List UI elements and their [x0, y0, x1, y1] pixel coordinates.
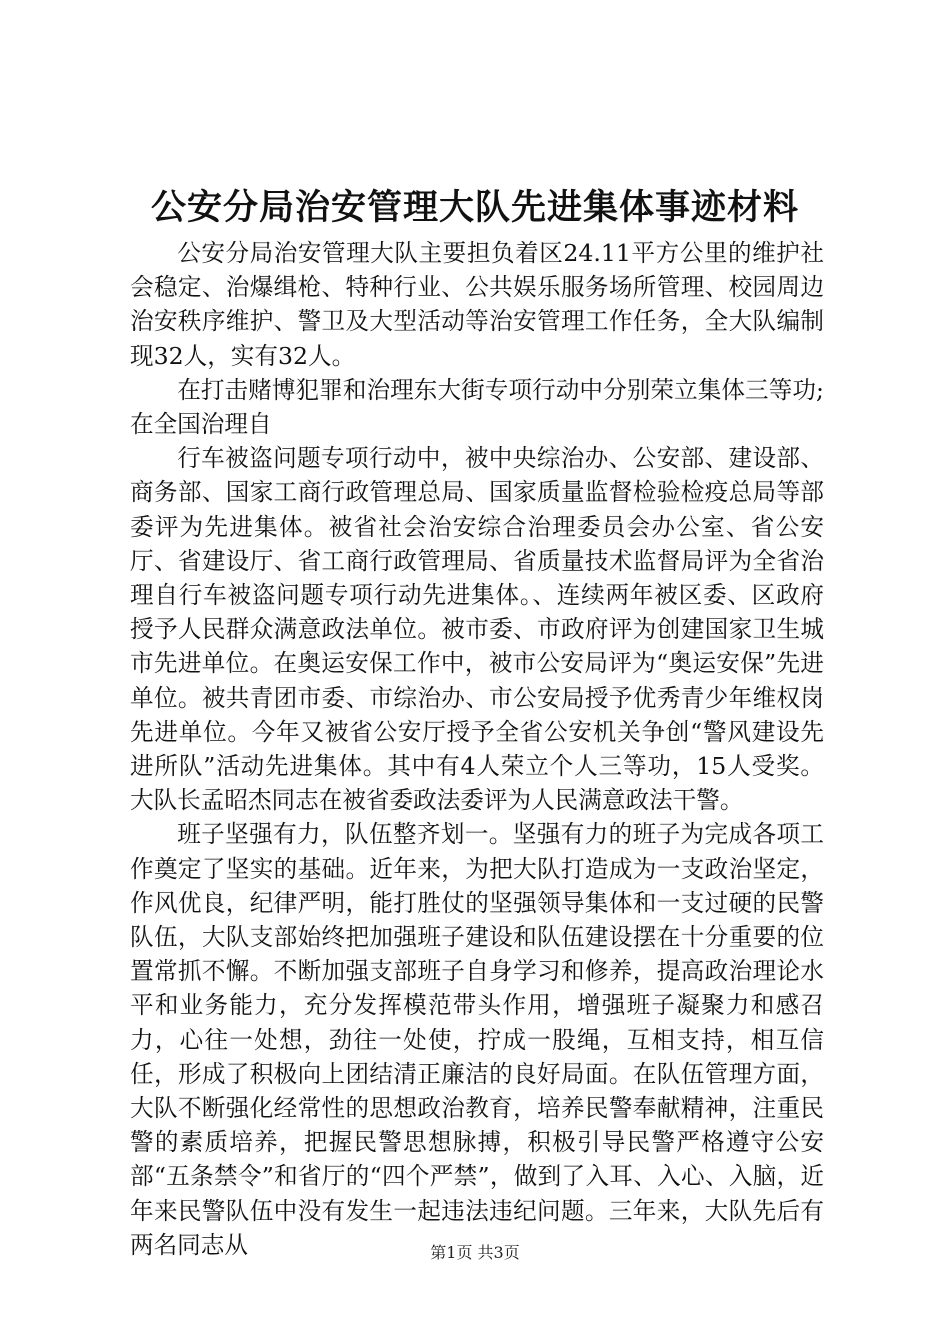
paragraph-4: 班子坚强有力，队伍整齐划一。坚强有力的班子为完成各项工作奠定了坚实的基础。近年来，为把大队打造成为一支政治坚定，作风优良，纪律严明，能打胜仗的坚强领导集体和一支过硬的民警队伍，大队支部始终把加强班子建设和队伍建设摆在十分重要的位置常抓不懈。不断加强支部班子自身学习和修养，提高政治理论水平和业务能力，充分发挥模范带头作用，增强班子凝聚力和感召力，心往一处想，劲往一处使，拧成一股绳，互相支持，相互信任，形成了积极向上团结清正廉洁的良好局面。在队伍管理方面，大队不断强化经常性的思想政治教育，培养民警奉献精神，注重民警的素质培养，把握民警思想脉搏，积极引导民警严格遵守公安部“五条禁令”和省厅的“四个严禁”，做到了入耳、入心、入脑，近年来民警队伍中没有发生一起违法违纪问题。三年来，大队先后有两名同志从 [130, 820, 824, 1259]
document-body [130, 236, 824, 1262]
paragraph-3: 行车被盗问题专项行动中，被中央综治办、公安部、建设部、商务部、国家工商行政管理总局、国家质量监督检验检疫总局等部委评为先进集体。被省社会治安综合治理委员会办公室、省公安厅、省建设厅、省工商行政管理局、省质量技术监督局评为全省治理自行车被盗问题专项行动先进集体。、连续两年被区委、区政府授予人民群众满意政法单位。被市委、市政府评为创建国家卫生城市先进单位。在奥运安保工作中，被市公安局评为“奥运安保”先进单位。被共青团市委、市综治办、市公安局授予优秀青少年维权岗先进单位。今年又被省公安厅授予全省公安机关争创“警风建设先进所队”活动先进集体。其中有4人荣立个人三等功，15人受奖。大队长孟昭杰同志在被省委政法委评为人民满意政法干警。 [130, 444, 824, 815]
paragraph-1: 公安分局治安管理大队主要担负着区24.11平方公里的维护社会稳定、治爆缉枪、特种行业、公共娱乐服务场所管理、校园周边治安秩序维护、警卫及大型活动等治安管理工作任务，全大队编制现32人，实有32人。 [130, 239, 824, 370]
paragraph-2: 在打击赌博犯罪和治理东大街专项行动中分别荣立集体三等功;在全国治理自 [130, 375, 824, 439]
page-number-footer: 第1页 共3页 [430, 1243, 520, 1262]
document-title: 公安分局治安管理大队先进集体事迹材料 [150, 187, 799, 228]
